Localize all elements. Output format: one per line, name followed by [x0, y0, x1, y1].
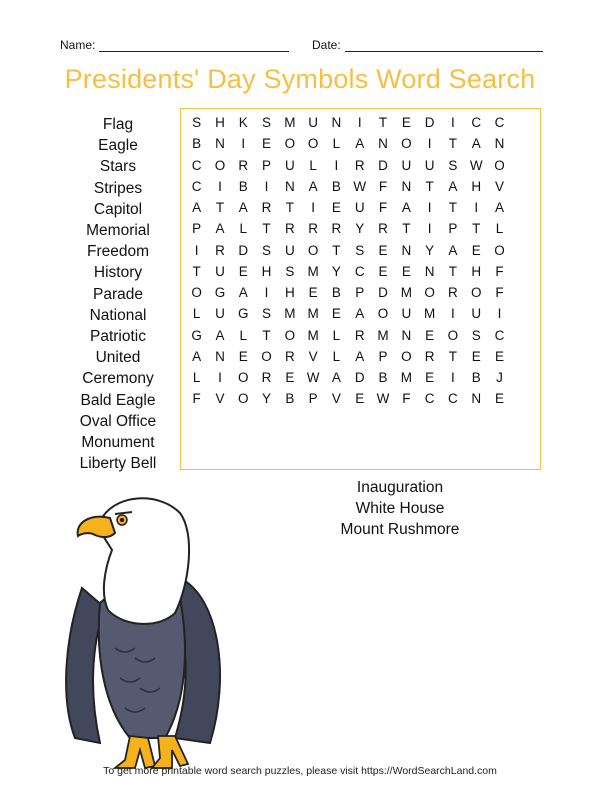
- grid-letter[interactable]: L: [239, 221, 247, 237]
- grid-letter[interactable]: C: [448, 391, 458, 407]
- grid-letter[interactable]: I: [451, 370, 455, 385]
- grid-letter[interactable]: D: [378, 157, 388, 173]
- grid-letter[interactable]: O: [261, 348, 272, 364]
- grid-letter[interactable]: B: [331, 178, 341, 194]
- grid-letter[interactable]: M: [284, 306, 296, 322]
- grid-letter[interactable]: A: [448, 178, 458, 194]
- grid-letter[interactable]: U: [215, 306, 225, 322]
- word-item: Patriotic: [90, 328, 146, 346]
- grid-letter[interactable]: W: [353, 178, 367, 194]
- grid-letter[interactable]: I: [451, 115, 455, 130]
- grid-letter[interactable]: K: [238, 115, 248, 130]
- grid-letter[interactable]: O: [470, 285, 482, 300]
- grid-letter[interactable]: O: [284, 327, 296, 343]
- grid-letter[interactable]: N: [401, 327, 412, 343]
- word-item: United: [95, 349, 141, 367]
- grid-letter[interactable]: B: [471, 370, 481, 385]
- grid-letter[interactable]: T: [262, 327, 271, 343]
- grid-letter[interactable]: A: [355, 136, 365, 152]
- grid-letter[interactable]: P: [308, 391, 318, 407]
- grid-letter[interactable]: T: [448, 136, 458, 152]
- grid-letter[interactable]: U: [215, 263, 225, 279]
- grid-letter[interactable]: E: [425, 370, 435, 385]
- grid-letter[interactable]: R: [284, 221, 295, 237]
- grid-letter[interactable]: I: [427, 200, 432, 215]
- header-fields: [60, 38, 540, 58]
- grid-letter[interactable]: I: [334, 157, 339, 173]
- grid-letter[interactable]: T: [285, 200, 294, 215]
- grid-letter[interactable]: N: [401, 178, 412, 194]
- grid-letter[interactable]: D: [354, 370, 365, 385]
- grid-letter[interactable]: A: [192, 200, 202, 215]
- grid-letter[interactable]: M: [377, 327, 389, 343]
- grid-letter[interactable]: G: [237, 306, 249, 322]
- word-item: Liberty Bell: [79, 455, 157, 473]
- word-item: Stars: [99, 158, 137, 176]
- grid-letter[interactable]: U: [284, 157, 295, 173]
- grid-letter[interactable]: O: [191, 285, 202, 300]
- grid-letter[interactable]: M: [307, 306, 319, 322]
- grid-letter[interactable]: U: [284, 242, 295, 258]
- grid-letter[interactable]: D: [424, 115, 435, 130]
- grid-letter[interactable]: W: [376, 391, 390, 407]
- grid-letter[interactable]: R: [215, 242, 225, 258]
- grid-letter[interactable]: U: [424, 157, 435, 173]
- grid-letter[interactable]: I: [194, 242, 199, 258]
- grid-letter[interactable]: H: [471, 263, 482, 279]
- grid-letter[interactable]: S: [355, 242, 365, 258]
- grid-letter[interactable]: U: [471, 306, 482, 322]
- grid-letter[interactable]: N: [284, 178, 295, 194]
- grid-letter[interactable]: O: [237, 391, 249, 407]
- grid-letter[interactable]: I: [474, 200, 479, 215]
- grid-letter[interactable]: D: [378, 285, 388, 300]
- grid-letter[interactable]: A: [238, 200, 248, 215]
- grid-letter[interactable]: O: [307, 136, 319, 152]
- word-item: Eagle: [98, 137, 138, 155]
- grid-letter[interactable]: W: [306, 370, 320, 385]
- grid-letter[interactable]: I: [357, 115, 362, 130]
- grid-letter[interactable]: O: [494, 157, 505, 173]
- grid-letter[interactable]: T: [448, 263, 458, 279]
- date-line[interactable]: [345, 39, 543, 52]
- word-item: Inauguration: [356, 479, 444, 496]
- grid-letter[interactable]: R: [354, 157, 365, 173]
- grid-letter[interactable]: A: [215, 221, 225, 237]
- word-item: Flag: [102, 116, 134, 133]
- word-item: Freedom: [86, 243, 150, 261]
- word-item: National: [89, 306, 147, 324]
- grid-letter[interactable]: L: [495, 221, 504, 237]
- grid-letter[interactable]: O: [401, 348, 412, 364]
- grid-letter[interactable]: P: [192, 221, 202, 237]
- grid-letter[interactable]: O: [424, 285, 435, 300]
- grid-letter[interactable]: M: [423, 306, 436, 322]
- grid-letter[interactable]: O: [307, 242, 319, 258]
- grid-letter[interactable]: D: [238, 242, 249, 258]
- grid-letter[interactable]: V: [495, 178, 505, 194]
- name-label: Name:: [60, 38, 96, 52]
- word-item: Bald Eagle: [80, 391, 156, 409]
- grid-letter[interactable]: E: [238, 263, 248, 279]
- grid-letter[interactable]: T: [192, 263, 201, 279]
- grid-letter[interactable]: A: [401, 200, 411, 215]
- grid-letter[interactable]: P: [355, 285, 365, 300]
- date-field[interactable]: [312, 38, 543, 52]
- footer-note: To get more printable word search puzzles, please visit https://WordSearchLand.com: [103, 765, 497, 777]
- word-item: Parade: [93, 285, 143, 303]
- grid-letter[interactable]: I: [264, 285, 269, 300]
- grid-letter[interactable]: L: [192, 370, 201, 385]
- grid-letter[interactable]: C: [354, 263, 365, 279]
- grid-letter[interactable]: R: [448, 285, 458, 300]
- grid-letter[interactable]: E: [378, 263, 388, 279]
- grid-letter[interactable]: G: [191, 327, 202, 343]
- name-field[interactable]: [60, 38, 289, 52]
- grid-letter[interactable]: R: [354, 327, 365, 343]
- grid-letter[interactable]: L: [332, 136, 341, 152]
- grid-letter[interactable]: W: [469, 157, 483, 173]
- word-list-extra: [300, 477, 500, 541]
- grid-letter[interactable]: C: [494, 327, 505, 343]
- grid-letter[interactable]: O: [447, 327, 459, 343]
- grid-letter[interactable]: R: [308, 221, 318, 237]
- grid-letter[interactable]: T: [332, 242, 341, 258]
- grid-letter[interactable]: O: [494, 242, 505, 258]
- grid-letter[interactable]: V: [215, 391, 225, 407]
- grid-letter[interactable]: A: [495, 200, 505, 215]
- grid-letter[interactable]: S: [262, 306, 272, 322]
- grid-letter[interactable]: M: [307, 263, 319, 279]
- grid-letter[interactable]: E: [355, 391, 365, 407]
- word-item: Stripes: [93, 179, 143, 197]
- grid-letter[interactable]: F: [378, 178, 388, 194]
- grid-letter[interactable]: M: [307, 327, 319, 343]
- grid-letter[interactable]: E: [378, 242, 388, 258]
- grid-letter[interactable]: O: [401, 136, 412, 152]
- grid-letter[interactable]: N: [494, 136, 505, 152]
- grid-letter[interactable]: O: [377, 306, 389, 322]
- name-line[interactable]: [99, 39, 289, 52]
- grid-letter[interactable]: V: [331, 391, 341, 407]
- grid-letter[interactable]: H: [471, 178, 482, 194]
- grid-letter[interactable]: E: [331, 306, 341, 322]
- grid-letter[interactable]: U: [401, 157, 412, 173]
- grid-letter[interactable]: M: [284, 115, 296, 130]
- grid-letter[interactable]: C: [494, 115, 505, 130]
- grid-letter[interactable]: N: [401, 242, 412, 258]
- grid-letter[interactable]: E: [401, 263, 411, 279]
- grid-letter[interactable]: S: [471, 327, 481, 343]
- grid-letter[interactable]: C: [191, 157, 202, 173]
- grid-letter[interactable]: E: [471, 242, 481, 258]
- grid-letter[interactable]: E: [471, 348, 481, 364]
- grid-letter[interactable]: E: [308, 285, 318, 300]
- grid-letter[interactable]: U: [401, 306, 412, 322]
- grid-letter[interactable]: Y: [425, 242, 435, 258]
- grid-letter[interactable]: O: [284, 136, 296, 152]
- grid-letter[interactable]: E: [238, 348, 248, 364]
- word-item: Mount Rushmore: [340, 521, 460, 539]
- grid-letter[interactable]: F: [402, 391, 411, 407]
- word-item: Ceremony: [82, 370, 154, 388]
- grid-letter[interactable]: R: [331, 221, 342, 237]
- date-label: Date:: [312, 38, 341, 52]
- grid-letter[interactable]: F: [495, 285, 504, 300]
- grid-letter[interactable]: S: [262, 115, 272, 130]
- grid-letter[interactable]: P: [262, 157, 272, 173]
- grid-letter[interactable]: I: [218, 178, 222, 194]
- grid-letter[interactable]: F: [378, 200, 388, 215]
- grid-letter[interactable]: I: [427, 136, 432, 152]
- grid-letter[interactable]: T: [402, 221, 411, 237]
- grid-letter[interactable]: S: [192, 115, 202, 130]
- grid-letter[interactable]: N: [215, 136, 225, 152]
- word-item: White House: [355, 500, 445, 518]
- grid-letter[interactable]: B: [192, 136, 202, 152]
- grid-letter[interactable]: H: [215, 115, 225, 130]
- grid-letter[interactable]: T: [425, 178, 434, 194]
- word-item: Capitol: [93, 200, 143, 218]
- grid-letter[interactable]: I: [427, 221, 432, 237]
- letter-grid: [185, 112, 511, 410]
- grid-letter[interactable]: U: [354, 200, 365, 215]
- grid-letter[interactable]: T: [378, 115, 388, 130]
- grid-letter[interactable]: B: [238, 178, 248, 194]
- grid-letter[interactable]: I: [451, 306, 455, 322]
- grid-letter[interactable]: N: [471, 391, 482, 407]
- grid-letter[interactable]: Y: [331, 263, 341, 279]
- grid-letter[interactable]: M: [400, 285, 412, 300]
- page-title: Presidents' Day Symbols Word Search: [64, 64, 536, 94]
- grid-letter[interactable]: Y: [355, 221, 365, 237]
- grid-letter[interactable]: E: [262, 136, 272, 152]
- grid-letter[interactable]: A: [192, 348, 202, 364]
- word-item: Oval Office: [79, 412, 157, 430]
- grid-letter[interactable]: A: [215, 327, 225, 343]
- grid-letter[interactable]: N: [424, 263, 435, 279]
- grid-letter[interactable]: I: [311, 200, 316, 215]
- grid-letter[interactable]: F: [495, 263, 504, 279]
- grid-letter[interactable]: B: [378, 370, 388, 385]
- grid-letter[interactable]: A: [308, 178, 318, 194]
- grid-letter[interactable]: C: [424, 391, 435, 407]
- grid-letter[interactable]: M: [400, 370, 412, 385]
- grid-letter[interactable]: L: [332, 327, 341, 343]
- grid-letter[interactable]: E: [401, 115, 411, 130]
- grid-letter[interactable]: N: [378, 136, 388, 152]
- grid-letter[interactable]: S: [448, 157, 458, 173]
- grid-letter[interactable]: A: [238, 285, 248, 300]
- grid-letter[interactable]: A: [471, 136, 481, 152]
- grid-letter[interactable]: T: [215, 200, 225, 215]
- grid-letter[interactable]: P: [448, 221, 458, 237]
- grid-letter[interactable]: E: [495, 391, 505, 407]
- grid-letter[interactable]: N: [331, 115, 342, 130]
- grid-letter[interactable]: H: [284, 285, 295, 300]
- grid-letter[interactable]: R: [378, 221, 388, 237]
- grid-letter[interactable]: P: [378, 348, 388, 364]
- grid-letter[interactable]: E: [495, 348, 505, 364]
- grid-letter[interactable]: R: [261, 200, 272, 215]
- eagle-icon: [60, 488, 230, 773]
- grid-letter[interactable]: V: [308, 348, 318, 364]
- grid-letter[interactable]: S: [285, 263, 295, 279]
- grid-letter[interactable]: T: [262, 221, 271, 237]
- grid-letter[interactable]: L: [332, 348, 341, 364]
- grid-letter[interactable]: L: [192, 306, 201, 322]
- grid-letter[interactable]: E: [285, 370, 295, 385]
- grid-letter[interactable]: E: [331, 200, 341, 215]
- grid-letter[interactable]: R: [424, 348, 435, 364]
- grid-letter[interactable]: T: [448, 200, 458, 215]
- word-item: Monument: [81, 434, 155, 452]
- grid-letter[interactable]: N: [215, 348, 225, 364]
- grid-letter[interactable]: E: [425, 327, 435, 343]
- grid-letter[interactable]: L: [239, 327, 247, 343]
- grid-letter[interactable]: B: [331, 285, 341, 300]
- grid-letter[interactable]: B: [285, 391, 295, 407]
- grid-letter[interactable]: H: [261, 263, 272, 279]
- word-item: Memorial: [86, 222, 150, 240]
- grid-letter[interactable]: I: [218, 370, 222, 385]
- grid-letter[interactable]: T: [472, 221, 481, 237]
- grid-letter[interactable]: I: [264, 178, 269, 194]
- grid-letter[interactable]: R: [238, 157, 249, 173]
- grid-letter[interactable]: J: [496, 370, 503, 385]
- grid-letter[interactable]: T: [448, 348, 458, 364]
- word-list: [58, 114, 178, 474]
- word-item: History: [93, 264, 143, 282]
- grid-letter[interactable]: C: [191, 178, 202, 194]
- grid-letter[interactable]: I: [497, 306, 502, 322]
- grid-letter[interactable]: O: [214, 157, 226, 173]
- grid-letter[interactable]: G: [214, 285, 226, 300]
- grid-letter[interactable]: I: [241, 136, 246, 152]
- grid-letter[interactable]: R: [284, 348, 295, 364]
- grid-letter[interactable]: A: [331, 370, 341, 385]
- grid-letter[interactable]: A: [448, 242, 458, 258]
- grid-letter[interactable]: O: [237, 370, 249, 385]
- grid-letter[interactable]: A: [355, 306, 365, 322]
- grid-letter[interactable]: Y: [262, 391, 272, 407]
- grid-letter[interactable]: L: [309, 157, 317, 173]
- grid-letter[interactable]: S: [262, 242, 272, 258]
- grid-letter[interactable]: A: [355, 348, 365, 364]
- grid-letter[interactable]: R: [261, 370, 272, 385]
- grid-letter[interactable]: U: [308, 115, 318, 130]
- grid-letter[interactable]: F: [192, 391, 201, 407]
- grid-letter[interactable]: C: [471, 115, 482, 130]
